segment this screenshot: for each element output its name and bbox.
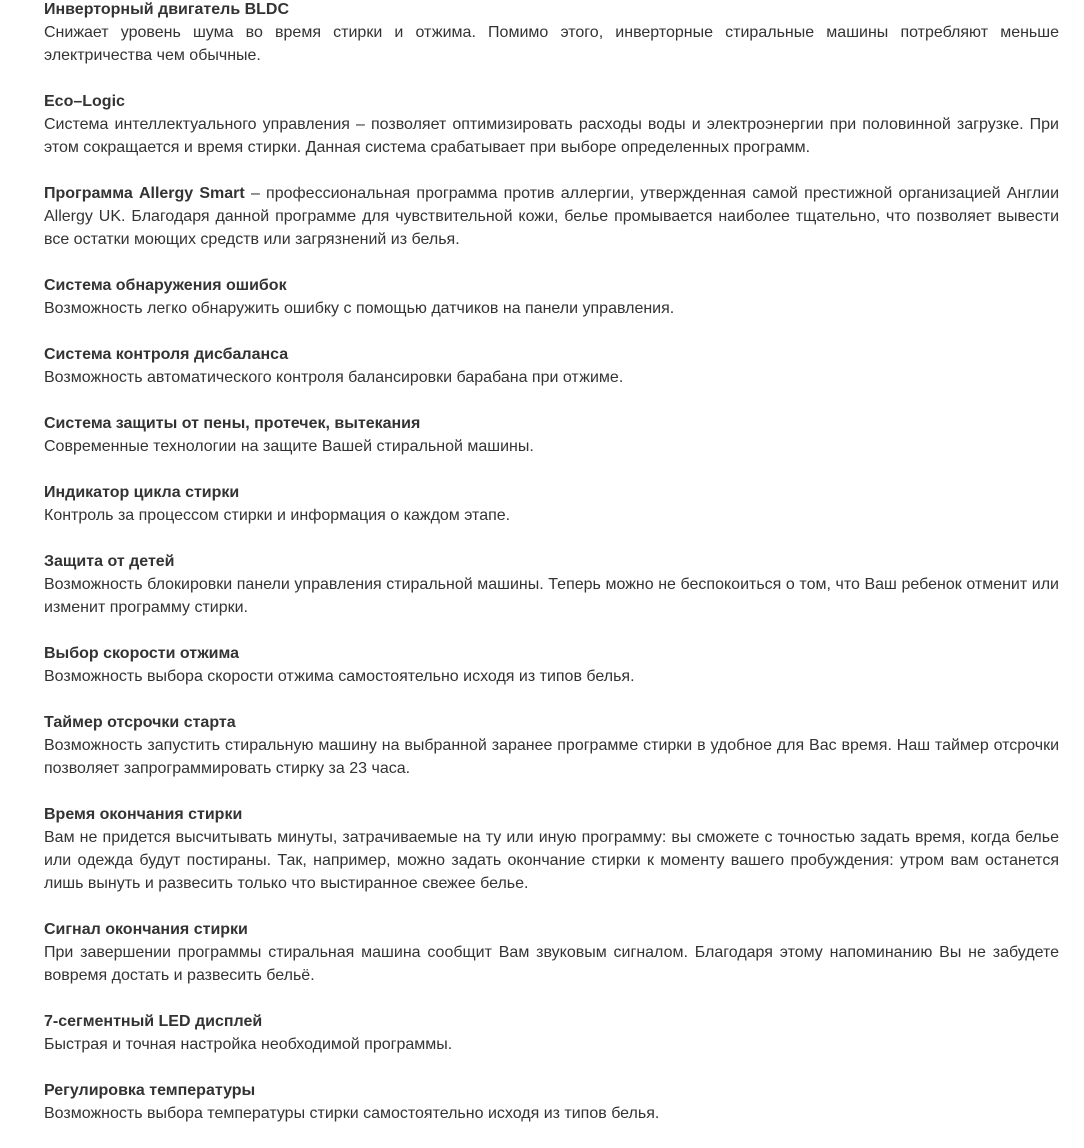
feature-item: [44, 803, 1059, 895]
feature-description: Вам не придется высчитывать минуты, затрачиваемые на ту или иную программу: вы сможете с точностью задать время, когда белье или одежда будут постираны. Так, например, можно задать окончание стирки к моменту вашего пробуждения: утром вам останется лишь вынуть и развесить только что выстиранное свежее белье.: [44, 829, 1059, 892]
feature-description: Возможность запустить стиральную машину на выбранной заранее программе стирки в удобное для Вас время. Наш таймер отсрочки позволяет запрограммировать стирку за 23 часа.: [44, 737, 1059, 777]
feature-description: Возможность блокировки панели управления стиральной машины. Теперь можно не беспокоиться о том, что Ваш ребенок отменит или изменит программу стирки.: [44, 576, 1059, 616]
feature-item: [44, 274, 1059, 320]
features-list: [44, 0, 1059, 1148]
feature-item: [44, 481, 1059, 527]
feature-item: [44, 711, 1059, 780]
feature-title: Время окончания стирки: [44, 806, 243, 823]
feature-title: Система защиты от пены, протечек, вытекания: [44, 415, 421, 432]
feature-title: Система обнаружения ошибок: [44, 277, 287, 294]
feature-item: [44, 343, 1059, 389]
feature-title: Регулировка температуры: [44, 1082, 256, 1099]
feature-title: Выбор скорости отжима: [44, 645, 240, 662]
feature-item: [44, 182, 1059, 251]
feature-description: Снижает уровень шума во время стирки и отжима. Помимо этого, инверторные стиральные машины потребляют меньше электричества чем обычные.: [44, 24, 1059, 64]
feature-description: При завершении программы стиральная машина сообщит Вам звуковым сигналом. Благодаря этому напоминанию Вы не забудете вовремя достать и развесить бельё.: [44, 944, 1059, 984]
feature-title: Индикатор цикла стирки: [44, 484, 240, 501]
feature-title: Система контроля дисбаланса: [44, 346, 289, 363]
feature-description: Возможность выбора температуры стирки самостоятельно исходя из типов белья.: [44, 1105, 660, 1122]
feature-description: Возможность легко обнаружить ошибку с помощью датчиков на панели управления.: [44, 300, 675, 317]
feature-description: Система интеллектуального управления – позволяет оптимизировать расходы воды и электроэнергии при половинной загрузке. При этом сокращается и время стирки. Данная система срабатывает при выборе определенных программ.: [44, 116, 1059, 156]
feature-item: [44, 412, 1059, 458]
feature-title: Таймер отсрочки старта: [44, 714, 236, 731]
feature-item: [44, 0, 1059, 67]
feature-item: [44, 918, 1059, 987]
feature-description: Возможность автоматического контроля балансировки барабана при отжиме.: [44, 369, 624, 386]
feature-description: Возможность выбора скорости отжима самостоятельно исходя из типов белья.: [44, 668, 635, 685]
feature-item: [44, 1010, 1059, 1056]
feature-title: Инверторный двигатель BLDC: [44, 1, 290, 18]
feature-title: Программа Allergy Smart: [44, 185, 245, 202]
feature-description: – профессиональная программа против аллергии, утвержденная самой престижной организацией Англии Allergy UK. Благодаря данной программе для чувствительной кожи, белье промывается наиболее тщательно, что позволяет вывести все остатки моющих средств или загрязнений из белья.: [44, 185, 1060, 248]
feature-title: Защита от детей: [44, 553, 175, 570]
feature-item: [44, 642, 1059, 688]
feature-title: Eco–Logic: [44, 93, 125, 110]
feature-item: [44, 1079, 1059, 1125]
feature-item: [44, 550, 1059, 619]
feature-title: 7-сегментный LED дисплей: [44, 1013, 263, 1030]
feature-description: Быстрая и точная настройка необходимой программы.: [44, 1036, 453, 1053]
feature-description: Современные технологии на защите Вашей стиральной машины.: [44, 438, 534, 455]
feature-title: Сигнал окончания стирки: [44, 921, 248, 938]
feature-item: [44, 90, 1059, 159]
feature-description: Контроль за процессом стирки и информация о каждом этапе.: [44, 507, 511, 524]
